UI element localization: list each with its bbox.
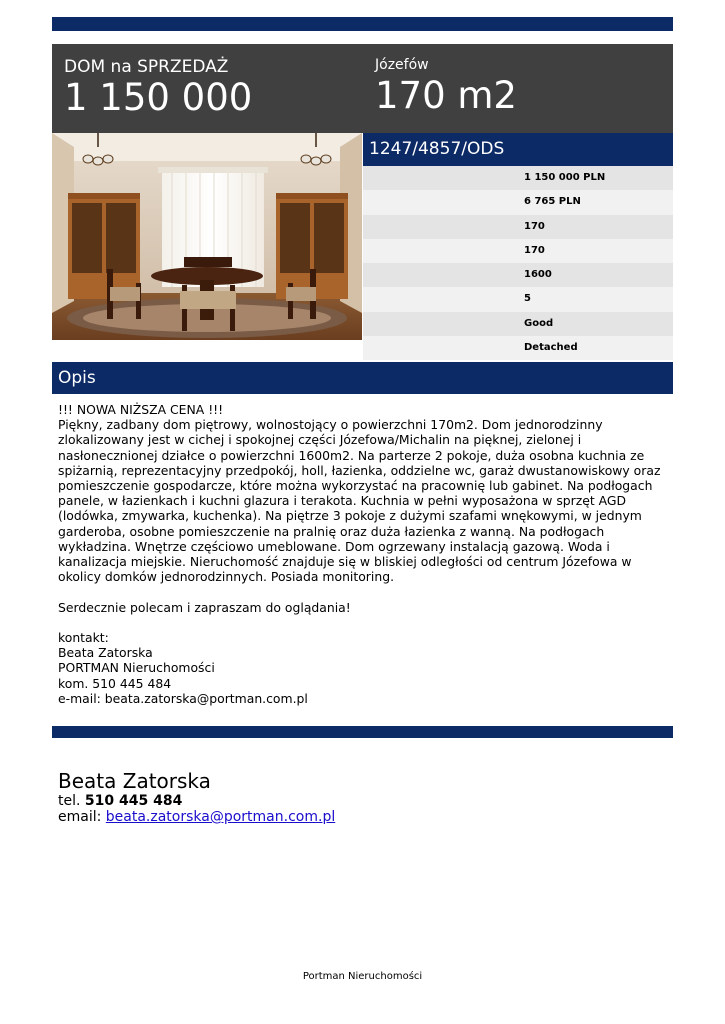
agent-phone-line bbox=[58, 793, 335, 809]
email-label: email: bbox=[58, 809, 102, 825]
description-line: nasłonecznionej działce o powierzchni 1600m2. Na parterze 2 pokoje, duża osobna kuchnia ze bbox=[58, 447, 645, 463]
description-line: kanalizacja miejskie. Nieruchomość znajduje się w bliskiej odległości od centrum Józefowa w bbox=[58, 554, 632, 570]
param-row-plot-area: 1600 bbox=[363, 263, 673, 287]
description-line: Piękny, zadbany dom piętrowy, wolnostojący o powierzchni 170m2. Dom jednorodzinny bbox=[58, 417, 603, 433]
listing-area: 170 m2 bbox=[375, 74, 517, 117]
property-photo bbox=[52, 133, 362, 340]
description-line: kom. 510 445 484 bbox=[58, 675, 172, 691]
agent-email-line bbox=[58, 809, 335, 825]
param-row-building-type: Detached bbox=[363, 336, 673, 360]
description-heading: Opis bbox=[52, 362, 673, 394]
bottom-accent-bar bbox=[52, 726, 673, 738]
paragraph-gap bbox=[58, 615, 664, 630]
description-line: PORTMAN Nieruchomości bbox=[58, 660, 215, 676]
description-line: spiżarnią, reprezentacyjny przedpokój, holl, łazienka, oddzielne wc, garaż dwustanowiskowy oraz bbox=[58, 462, 661, 478]
agent-contact bbox=[58, 769, 335, 825]
description-line: kontakt: bbox=[58, 630, 109, 646]
footer-company: Portman Nieruchomości bbox=[302, 971, 423, 982]
description-line: Serdecznie polecam i zapraszam do oglądania! bbox=[58, 599, 351, 615]
phone-label: tel. bbox=[58, 793, 81, 809]
description-line: zlokalizowany jest w cichej i spokojnej części Józefowa/Michalin na pięknej, zielonej i bbox=[58, 432, 582, 448]
agent-name: Beata Zatorska bbox=[58, 769, 211, 793]
dining-room-image bbox=[52, 133, 362, 340]
description-line: (lodówka, zmywarka, kuchenka). Na piętrze 3 pokoje z dużymi szafami wnękowymi, w jednym bbox=[58, 508, 642, 524]
param-row-rooms: 5 bbox=[363, 287, 673, 311]
agent-phone: 510 445 484 bbox=[84, 793, 183, 809]
param-row-condition: Good bbox=[363, 312, 673, 336]
param-row-price-per-m2: 6 765 PLN bbox=[363, 190, 673, 214]
header-left bbox=[64, 57, 252, 119]
description-body bbox=[58, 402, 664, 706]
description-line: wykładzina. Wnętrze częściowo umeblowane. Dom ogrzewany instalacją gazową. Woda i bbox=[58, 538, 610, 554]
description-line: !!! NOWA NIŻSZA CENA !!! bbox=[58, 402, 224, 417]
paragraph-gap bbox=[58, 584, 664, 599]
description-line: garderoba, osobne pomieszczenie na pralnię oraz duża łazienka z wanną. Na podłogach bbox=[58, 523, 605, 539]
description-line: e-mail: beata.zatorska@portman.com.pl bbox=[58, 690, 308, 706]
param-row-price: 1 150 000 PLN bbox=[363, 166, 673, 190]
agent-email-link[interactable]: beata.zatorska@portman.com.pl bbox=[105, 809, 336, 825]
listing-location: Józefów bbox=[375, 57, 429, 73]
param-row-area: 170 bbox=[363, 215, 673, 239]
param-row-usable-area: 170 bbox=[363, 239, 673, 263]
listing-price: 1 150 000 bbox=[64, 76, 253, 119]
description-line: Beata Zatorska bbox=[58, 645, 153, 661]
description-line: panele, w łazienkach i kuchni glazura i terakota. Kuchnia w pełni wyposażona w sprzęt AGD bbox=[58, 493, 627, 509]
listing-header bbox=[52, 44, 673, 133]
listing-params-table bbox=[363, 166, 673, 360]
description-line: pomieszczenie gospodarcze, które można wykorzystać na pracownię lub gabinet. Na podłogach bbox=[58, 478, 653, 494]
listing-type: DOM na SPRZEDAŻ bbox=[64, 57, 229, 77]
top-accent-bar bbox=[52, 17, 673, 31]
listing-reference: 1247/4857/ODS bbox=[363, 133, 673, 166]
description-line: okolicy domków jednorodzinnych. Posiada monitoring. bbox=[58, 569, 395, 585]
header-right bbox=[375, 57, 517, 117]
